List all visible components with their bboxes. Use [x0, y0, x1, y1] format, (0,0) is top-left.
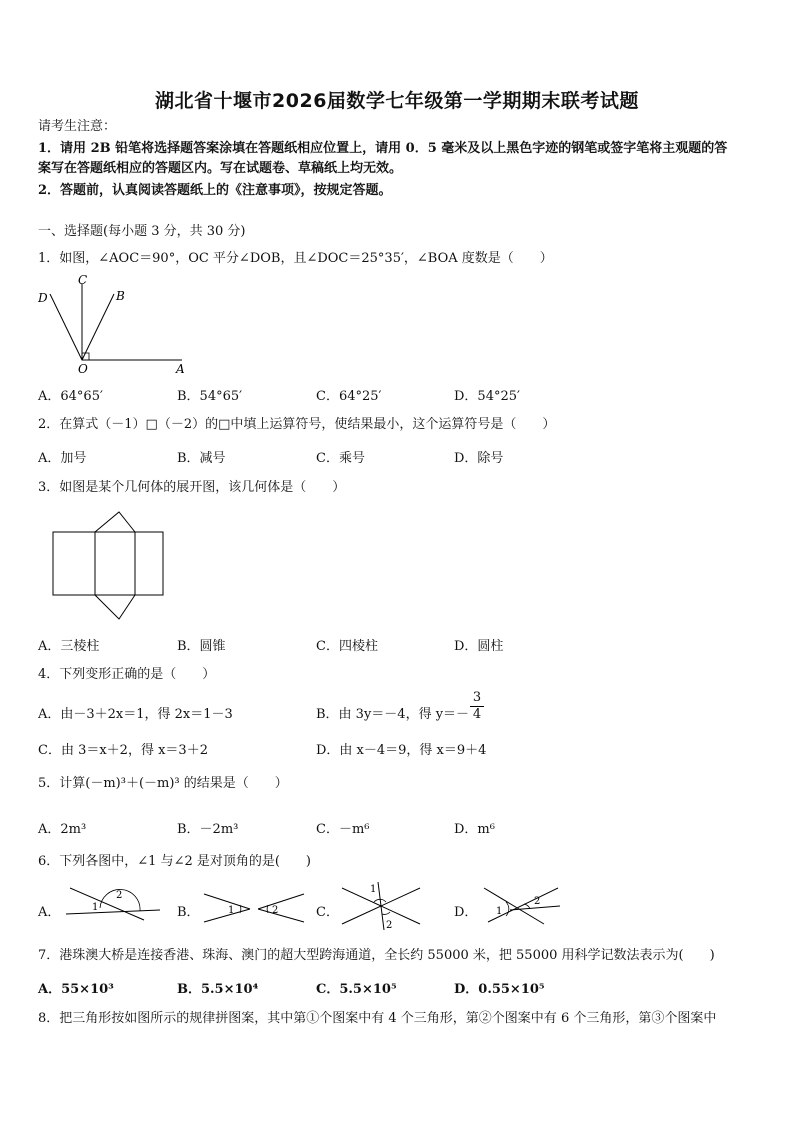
question-7-stem: 7．港珠澳大桥是连接香港、珠海、澳门的超大型跨海通道，全长约 55000 米，把 55000 用科学记数法表示为( ): [38, 948, 715, 963]
q3-option-b: B．圆锥: [177, 639, 226, 654]
angle-figure: [34, 272, 194, 376]
angle-1-label: 1: [370, 884, 377, 895]
q5-option-b: B．－2m³: [177, 822, 239, 837]
q5-option-c: C．－m⁶: [316, 822, 370, 837]
question-3-stem: 3．如图是某个几何体的展开图，该几何体是（ ）: [38, 480, 346, 495]
q1-option-d: D．54°25′: [454, 389, 520, 404]
q6-label-c: C．: [316, 905, 339, 920]
q1-option-a: A．64°65′: [38, 389, 103, 404]
q5-option-a: A．2m³: [38, 822, 87, 837]
q2-option-d: D．除号: [454, 451, 504, 466]
angle-2-label: 2: [534, 896, 541, 907]
q7-option-c: C．5.5×10⁵: [316, 982, 397, 997]
angle-1-label: 1: [228, 905, 235, 916]
q4-option-c: C．由 3＝x＋2，得 x＝3＋2: [38, 743, 208, 758]
question-6-stem: 6．下列各图中，∠1 与∠2 是对顶角的是( ): [38, 854, 312, 869]
q6-label-d: D．: [454, 905, 478, 920]
q3-option-a: A．三棱柱: [38, 639, 100, 654]
label-o: O: [78, 362, 88, 376]
q6-label-b: B．: [177, 905, 200, 920]
angle-1-label: 1: [92, 902, 99, 913]
q2-option-a: A．加号: [38, 451, 87, 466]
question-5-stem: 5．计算(－m)³＋(－m)³ 的结果是（ ）: [38, 776, 288, 791]
q7-option-d: D．0.55×10⁵: [454, 982, 545, 997]
label-b: B: [116, 289, 125, 303]
q4-option-a: A．由－3＋2x＝1，得 2x＝1－3: [38, 707, 233, 722]
question-8-stem: 8．把三角形按如图所示的规律拼图案，其中第①个图案中有 4 个三角形，第②个图案中有 6 个三角形，第③个图案中: [38, 1011, 717, 1026]
label-a: A: [176, 362, 185, 376]
q6-label-a: A．: [38, 905, 61, 920]
angle-2-label: 2: [272, 905, 279, 916]
q1-option-b: B．54°65′: [177, 389, 243, 404]
question-1-stem: 1．如图，∠AOC＝90°，OC 平分∠DOB，且∠DOC＝25°35′，∠BOA 度数是（ ）: [38, 251, 553, 266]
q6-figure-b: [200, 890, 308, 926]
q2-option-b: B．减号: [177, 451, 226, 466]
angle-1-label: 1: [496, 906, 503, 917]
fraction-numerator: 3: [472, 690, 482, 705]
q6-figure-d: [480, 882, 564, 930]
fraction-denominator: 4: [470, 706, 484, 723]
q2-option-c: C．乘号: [316, 451, 365, 466]
q4-option-b: [316, 703, 469, 722]
section-heading: 一、选择题(每小题 3 分，共 30 分): [38, 224, 246, 239]
notice-heading: 请考生注意：: [38, 119, 117, 134]
prism-net-figure: [50, 508, 166, 624]
q7-option-b: B．5.5×10⁴: [177, 982, 259, 997]
q3-option-c: C．四棱柱: [316, 639, 378, 654]
q6-figure-a: [60, 884, 170, 924]
label-d: D: [38, 291, 48, 305]
q7-option-a: A．55×10³: [38, 982, 114, 997]
q6-figure-c: [338, 880, 424, 932]
question-2-stem: 2．在算式（－1）□（－2）的□中填上运算符号，使结果最小，这个运算符号是（ ）: [38, 417, 556, 432]
q4-fraction: [470, 690, 484, 723]
page-title: 湖北省十堰市2026届数学七年级第一学期期末联考试题: [155, 90, 639, 112]
notice-line-1b: 案写在答题纸相应的答题区内。写在试题卷、草稿纸上均无效。: [38, 161, 403, 176]
question-4-stem: 4．下列变形正确的是（ ）: [38, 667, 216, 682]
q3-option-d: D．圆柱: [454, 639, 504, 654]
q4-option-d: D．由 x－4＝9，得 x＝9＋4: [316, 743, 487, 758]
q1-option-c: C．64°25′: [316, 389, 382, 404]
notice-line-2: 2．答题前，认真阅读答题纸上的《注意事项》，按规定答题。: [38, 183, 392, 198]
q5-option-d: D．m⁶: [454, 822, 495, 837]
angle-2-label: 2: [116, 890, 123, 901]
notice-line-1a: 1．请用 2B 铅笔将选择题答案涂填在答题纸相应位置上，请用 0．5 毫米及以上黑色字迹的钢笔或签字笔将主观题的答: [38, 141, 728, 156]
angle-2-label: 2: [386, 920, 393, 931]
label-c: C: [78, 273, 88, 287]
q4-option-b-text: B．由 3y＝－4，得 y＝－: [316, 707, 470, 722]
